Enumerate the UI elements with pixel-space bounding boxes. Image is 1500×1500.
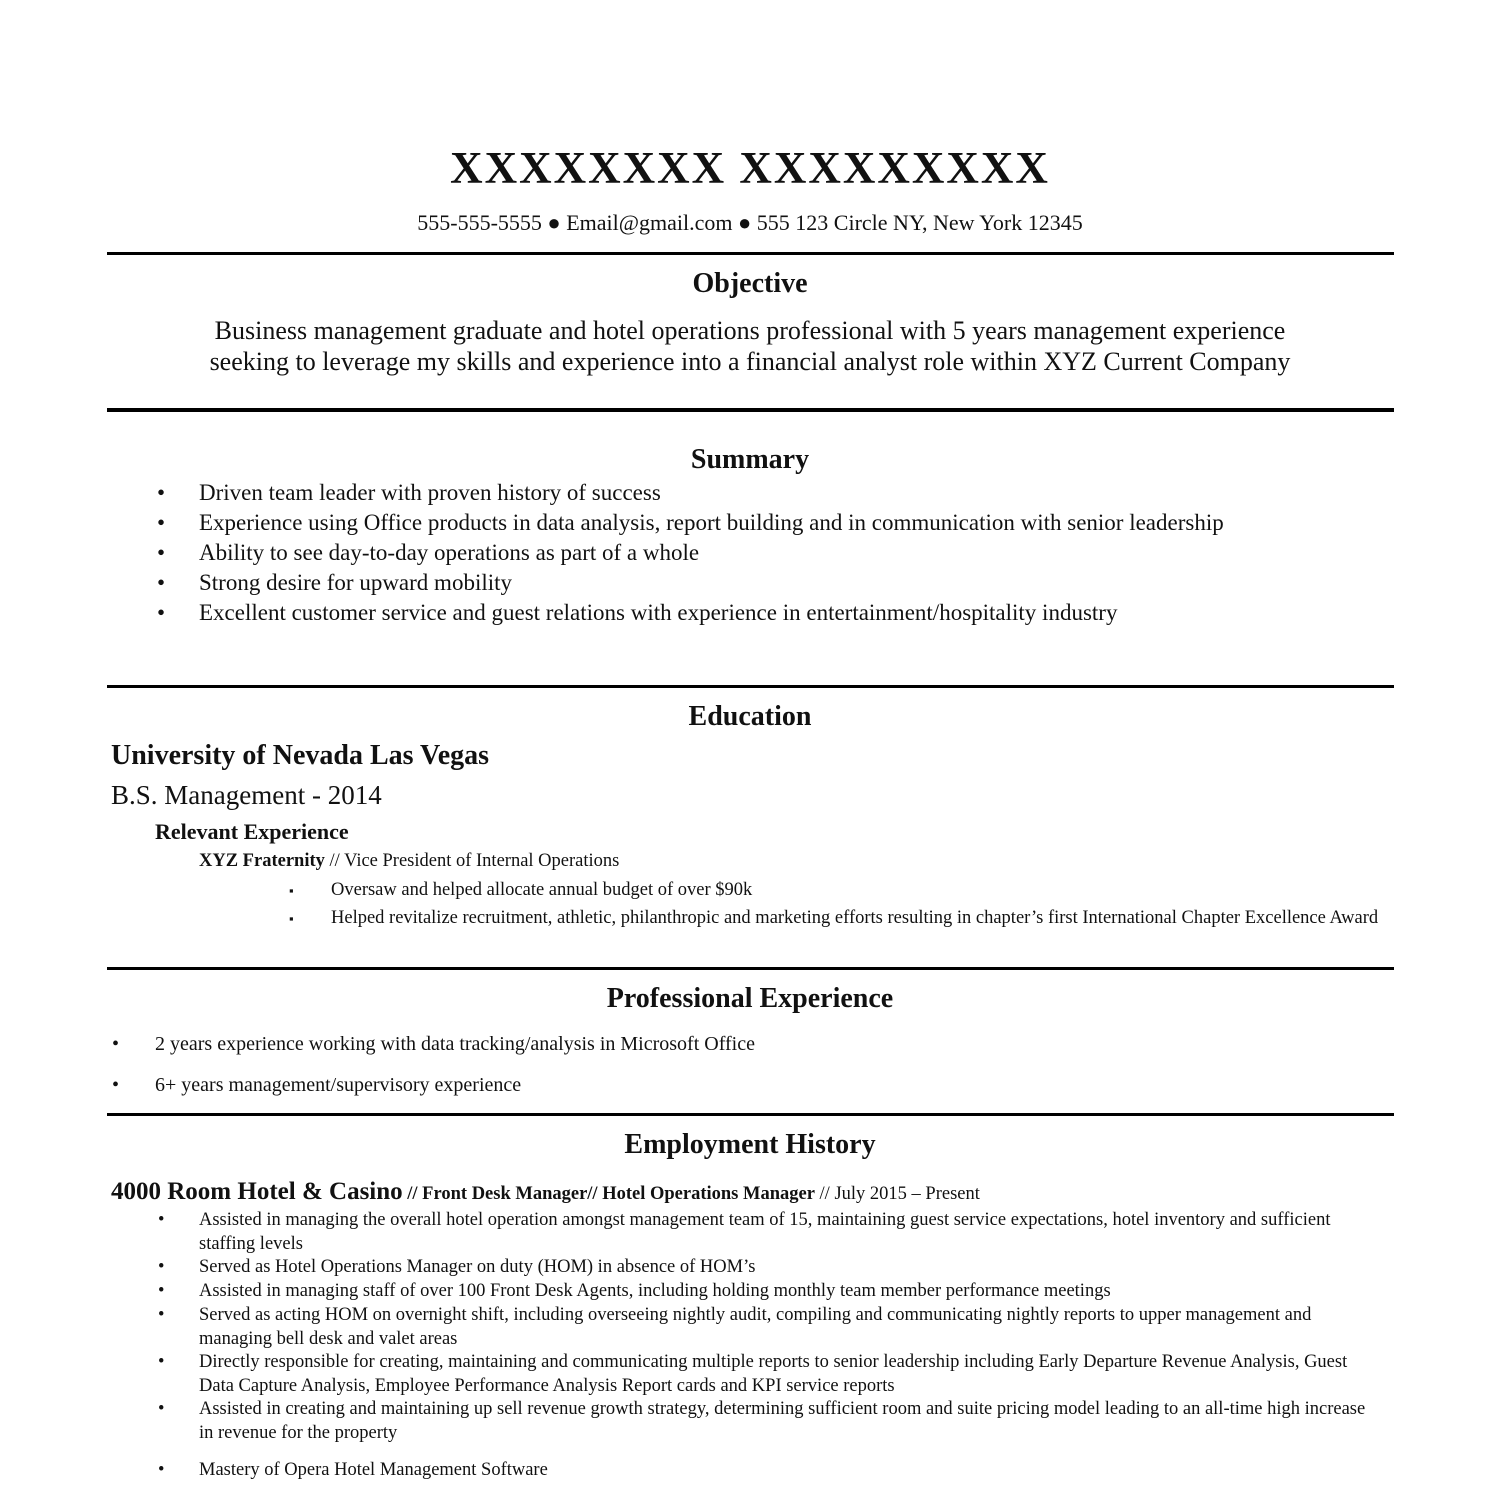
list-item-text: Helped revitalize recruitment, athletic, philanthropic and marketing efforts resulting in chapter’s first International Chapter Excellence Award [331, 908, 1379, 928]
objective-line: seeking to leverage my skills and experience into a financial analyst role within XYZ Current Company [209, 347, 1291, 376]
square-bullet-icon: ▪ [289, 911, 294, 926]
bullet-icon: • [112, 1074, 120, 1096]
list-item [158, 1256, 1368, 1280]
job-dates: // July 2015 – Present [814, 1184, 980, 1204]
list-item-text: 6+ years management/supervisory experience [155, 1074, 522, 1096]
bullet-icon: • [158, 1399, 165, 1419]
bullet-icon: • [157, 540, 166, 565]
bullet-icon: • [157, 480, 166, 505]
list-item [289, 907, 1379, 930]
list-item-text: Driven team leader with proven history of success [199, 480, 661, 505]
bullet-icon: • [158, 1305, 165, 1325]
degree: B.S. Management - 2014 [111, 780, 382, 810]
bullet-icon: • [157, 510, 166, 535]
section-title-professional-experience: Professional Experience [606, 983, 894, 1014]
company-name: 4000 Room Hotel & Casino [111, 1178, 403, 1205]
divider [107, 685, 1394, 688]
email: Email@gmail.com [566, 210, 733, 235]
list-item-text: Served as acting HOM on overnight shift, including overseeing nightly audit, compiling and communicating nightly reports to upper management and managing bell desk and valet areas [199, 1305, 1312, 1349]
divider [107, 967, 1394, 970]
list-item-text: Assisted in creating and maintaining up sell revenue growth strategy, determining sufficient room and suite pricing model leading to an all-time high increase in revenue for the property [199, 1399, 1366, 1443]
separator: ● [738, 210, 752, 235]
candidate-name: XXXXXXXX XXXXXXXXX [450, 143, 1050, 193]
list-item-text: Assisted in managing staff of over 100 Front Desk Agents, including holding monthly team member performance meetings [199, 1281, 1111, 1301]
list-item [158, 1351, 1368, 1398]
objective-line: Business management graduate and hotel operations professional with 5 years management experience [214, 316, 1286, 345]
bullet-icon: • [157, 600, 166, 625]
phone: 555-555-5555 [417, 210, 542, 235]
section-title-employment-history: Employment History [624, 1129, 876, 1160]
divider [107, 1113, 1394, 1116]
section-title-objective: Objective [692, 268, 808, 299]
bullet-icon: • [158, 1281, 165, 1301]
bullet-icon: • [158, 1352, 165, 1372]
separator: ● [547, 210, 561, 235]
list-item [112, 1033, 755, 1056]
list-item-text: Excellent customer service and guest relations with experience in entertainment/hospitality industry [199, 600, 1118, 625]
bullet-icon: • [158, 1460, 165, 1480]
list-item [289, 879, 1379, 902]
address: 555 123 Circle NY, New York 12345 [756, 210, 1083, 235]
divider [107, 252, 1394, 255]
contact-line [0, 210, 1500, 236]
org-name: XYZ Fraternity [199, 851, 325, 871]
relevant-experience-title: Relevant Experience [155, 819, 349, 844]
list-item [158, 1459, 1368, 1483]
list-item-text: Strong desire for upward mobility [199, 570, 513, 595]
list-item-text: Oversaw and helped allocate annual budget of over $90k [331, 880, 753, 900]
list-item-text: Experience using Office products in data analysis, report building and in communication with senior leadership [199, 510, 1224, 535]
list-item-text: Directly responsible for creating, maintaining and communicating multiple reports to senior leadership including Early Departure Revenue Analysis, Guest Data Capture Analysis, Employee Performance Analysis Report cards and KPI service reports [199, 1352, 1348, 1396]
job-roles: // Front Desk Manager// Hotel Operations Manager [402, 1184, 815, 1204]
section-title-summary: Summary [690, 444, 810, 475]
list-item-text: Mastery of Opera Hotel Management Software [199, 1460, 548, 1480]
list-item [158, 1398, 1368, 1445]
list-item [112, 1074, 522, 1097]
bullet-icon: • [112, 1033, 120, 1055]
org-line [199, 851, 619, 872]
square-bullet-icon: ▪ [289, 883, 294, 898]
list-item-text: Served as Hotel Operations Manager on duty (HOM) in absence of HOM’s [199, 1257, 756, 1277]
list-item-text: 2 years experience working with data tracking/analysis in Microsoft Office [155, 1033, 755, 1055]
org-role: // Vice President of Internal Operations [324, 851, 620, 871]
list-item-text: Assisted in managing the overall hotel operation amongst management team of 15, maintaining guest service expectations, hotel inventory and sufficient staffing levels [199, 1210, 1331, 1254]
list-item [158, 1209, 1368, 1256]
bullet-icon: • [157, 570, 166, 595]
bullet-icon: • [158, 1210, 165, 1230]
bullet-icon: • [158, 1257, 165, 1277]
list-item [158, 1280, 1368, 1304]
job-header [111, 1178, 980, 1206]
school-name: University of Nevada Las Vegas [111, 740, 490, 771]
list-item-text: Ability to see day-to-day operations as part of a whole [199, 540, 700, 565]
section-title-education: Education [688, 701, 812, 732]
divider [107, 408, 1394, 412]
list-item [158, 1304, 1368, 1351]
